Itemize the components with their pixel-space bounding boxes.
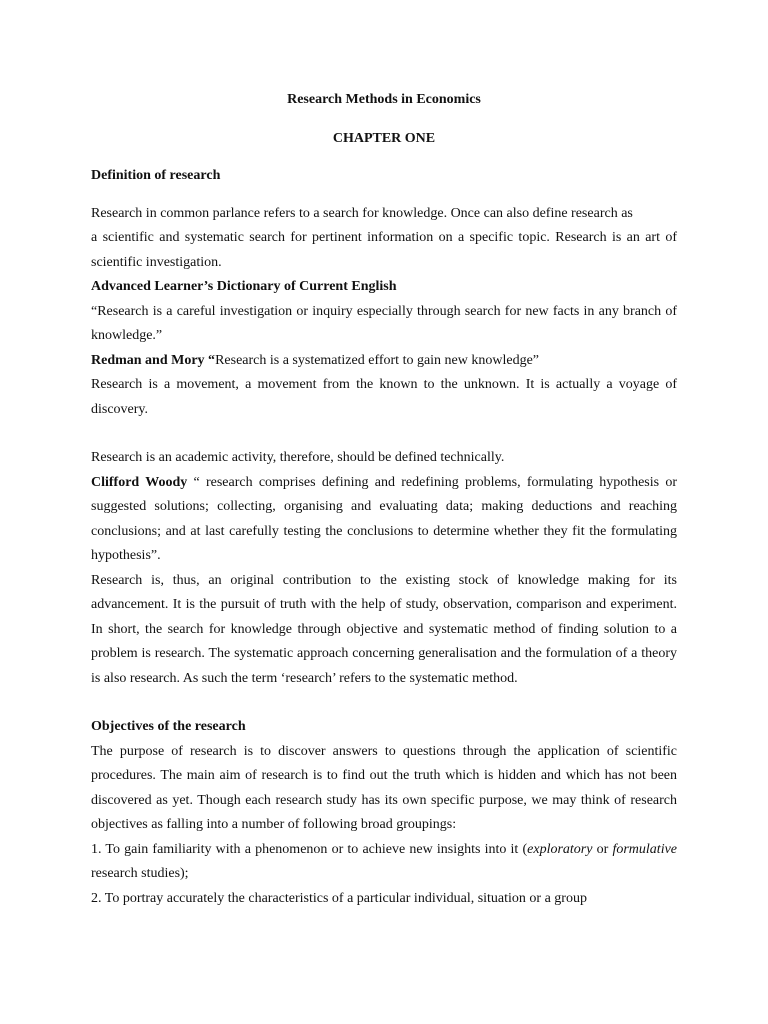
- paragraph-scientific-search: a scientific and systematic search for pertinent information on a specific topic. Research is an art of scientific investigation.: [91, 230, 677, 270]
- redman-mory-quote: [91, 349, 677, 374]
- redman-mory-text: Research is a systematized effort to gain new knowledge”: [215, 352, 540, 368]
- paragraph-common-parlance-line1: Research in common parlance refers to a search for knowledge. Once can also define research as: [91, 205, 633, 221]
- clifford-woody-quote: [91, 471, 677, 569]
- paragraph-objectives: The purpose of research is to discover answers to questions through the application of scientific procedures. The main aim of research is to find out the truth which is hidden and which has not been discovered as yet. Though each research study has its own specific purpose, we may think of research objectives as falling into a number of following broad groupings:: [91, 743, 677, 832]
- objective-item-1-end: research studies);: [91, 866, 189, 881]
- clifford-woody-label: Clifford Woody: [91, 474, 188, 490]
- clifford-woody-text: “ research comprises defining and redefining problems, formulating hypothesis or suggested solutions; collecting, organising and evaluating data; making deductions and reaching conclusions; and at last carefully testing the conclusions to determine whether they fit the formulating hypothesis”.: [91, 474, 677, 563]
- chapter-heading: CHAPTER ONE: [332, 130, 436, 146]
- objective-item-1-or: or: [592, 841, 613, 857]
- redman-mory-label: Redman and Mory “: [91, 352, 216, 368]
- dictionary-heading: Advanced Learner’s Dictionary of Current English: [91, 279, 397, 294]
- objective-item-2: 2. To portray accurately the characteristics of a particular individual, situation or a group: [91, 890, 587, 906]
- objective-item-1-formulative: formulative: [612, 841, 678, 857]
- paragraph-common-parlance: [91, 202, 677, 227]
- definition-heading: Definition of research: [91, 168, 221, 183]
- paragraph-academic-activity: Research is an academic activity, therefore, should be defined technically.: [91, 450, 505, 465]
- document-body: [91, 88, 677, 911]
- dictionary-quote: “Research is a careful investigation or inquiry especially through search for new facts in any branch of knowledge.”: [91, 303, 677, 343]
- objective-item-1: [91, 838, 677, 887]
- paragraph-original-contribution: Research is, thus, an original contribution to the existing stock of knowledge making for its advancement. It is the pursuit of truth with the help of study, observation, comparison and experiment. In short, the search for knowledge through objective and systematic method of finding solution to a problem is research. The systematic approach concerning generalisation and the formulation of a theory is also research. As such the term ‘research’ refers to the systematic method.: [91, 572, 677, 686]
- objective-item-1-text: 1. To gain familiarity with a phenomenon or to achieve new insights into it (: [91, 841, 528, 857]
- document-title: Research Methods in Economics: [287, 92, 481, 107]
- objective-item-1-exploratory: exploratory: [527, 841, 593, 857]
- objectives-heading: Objectives of the research: [91, 719, 246, 734]
- paragraph-movement: Research is a movement, a movement from the known to the unknown. It is actually a voyage of discovery.: [91, 377, 677, 417]
